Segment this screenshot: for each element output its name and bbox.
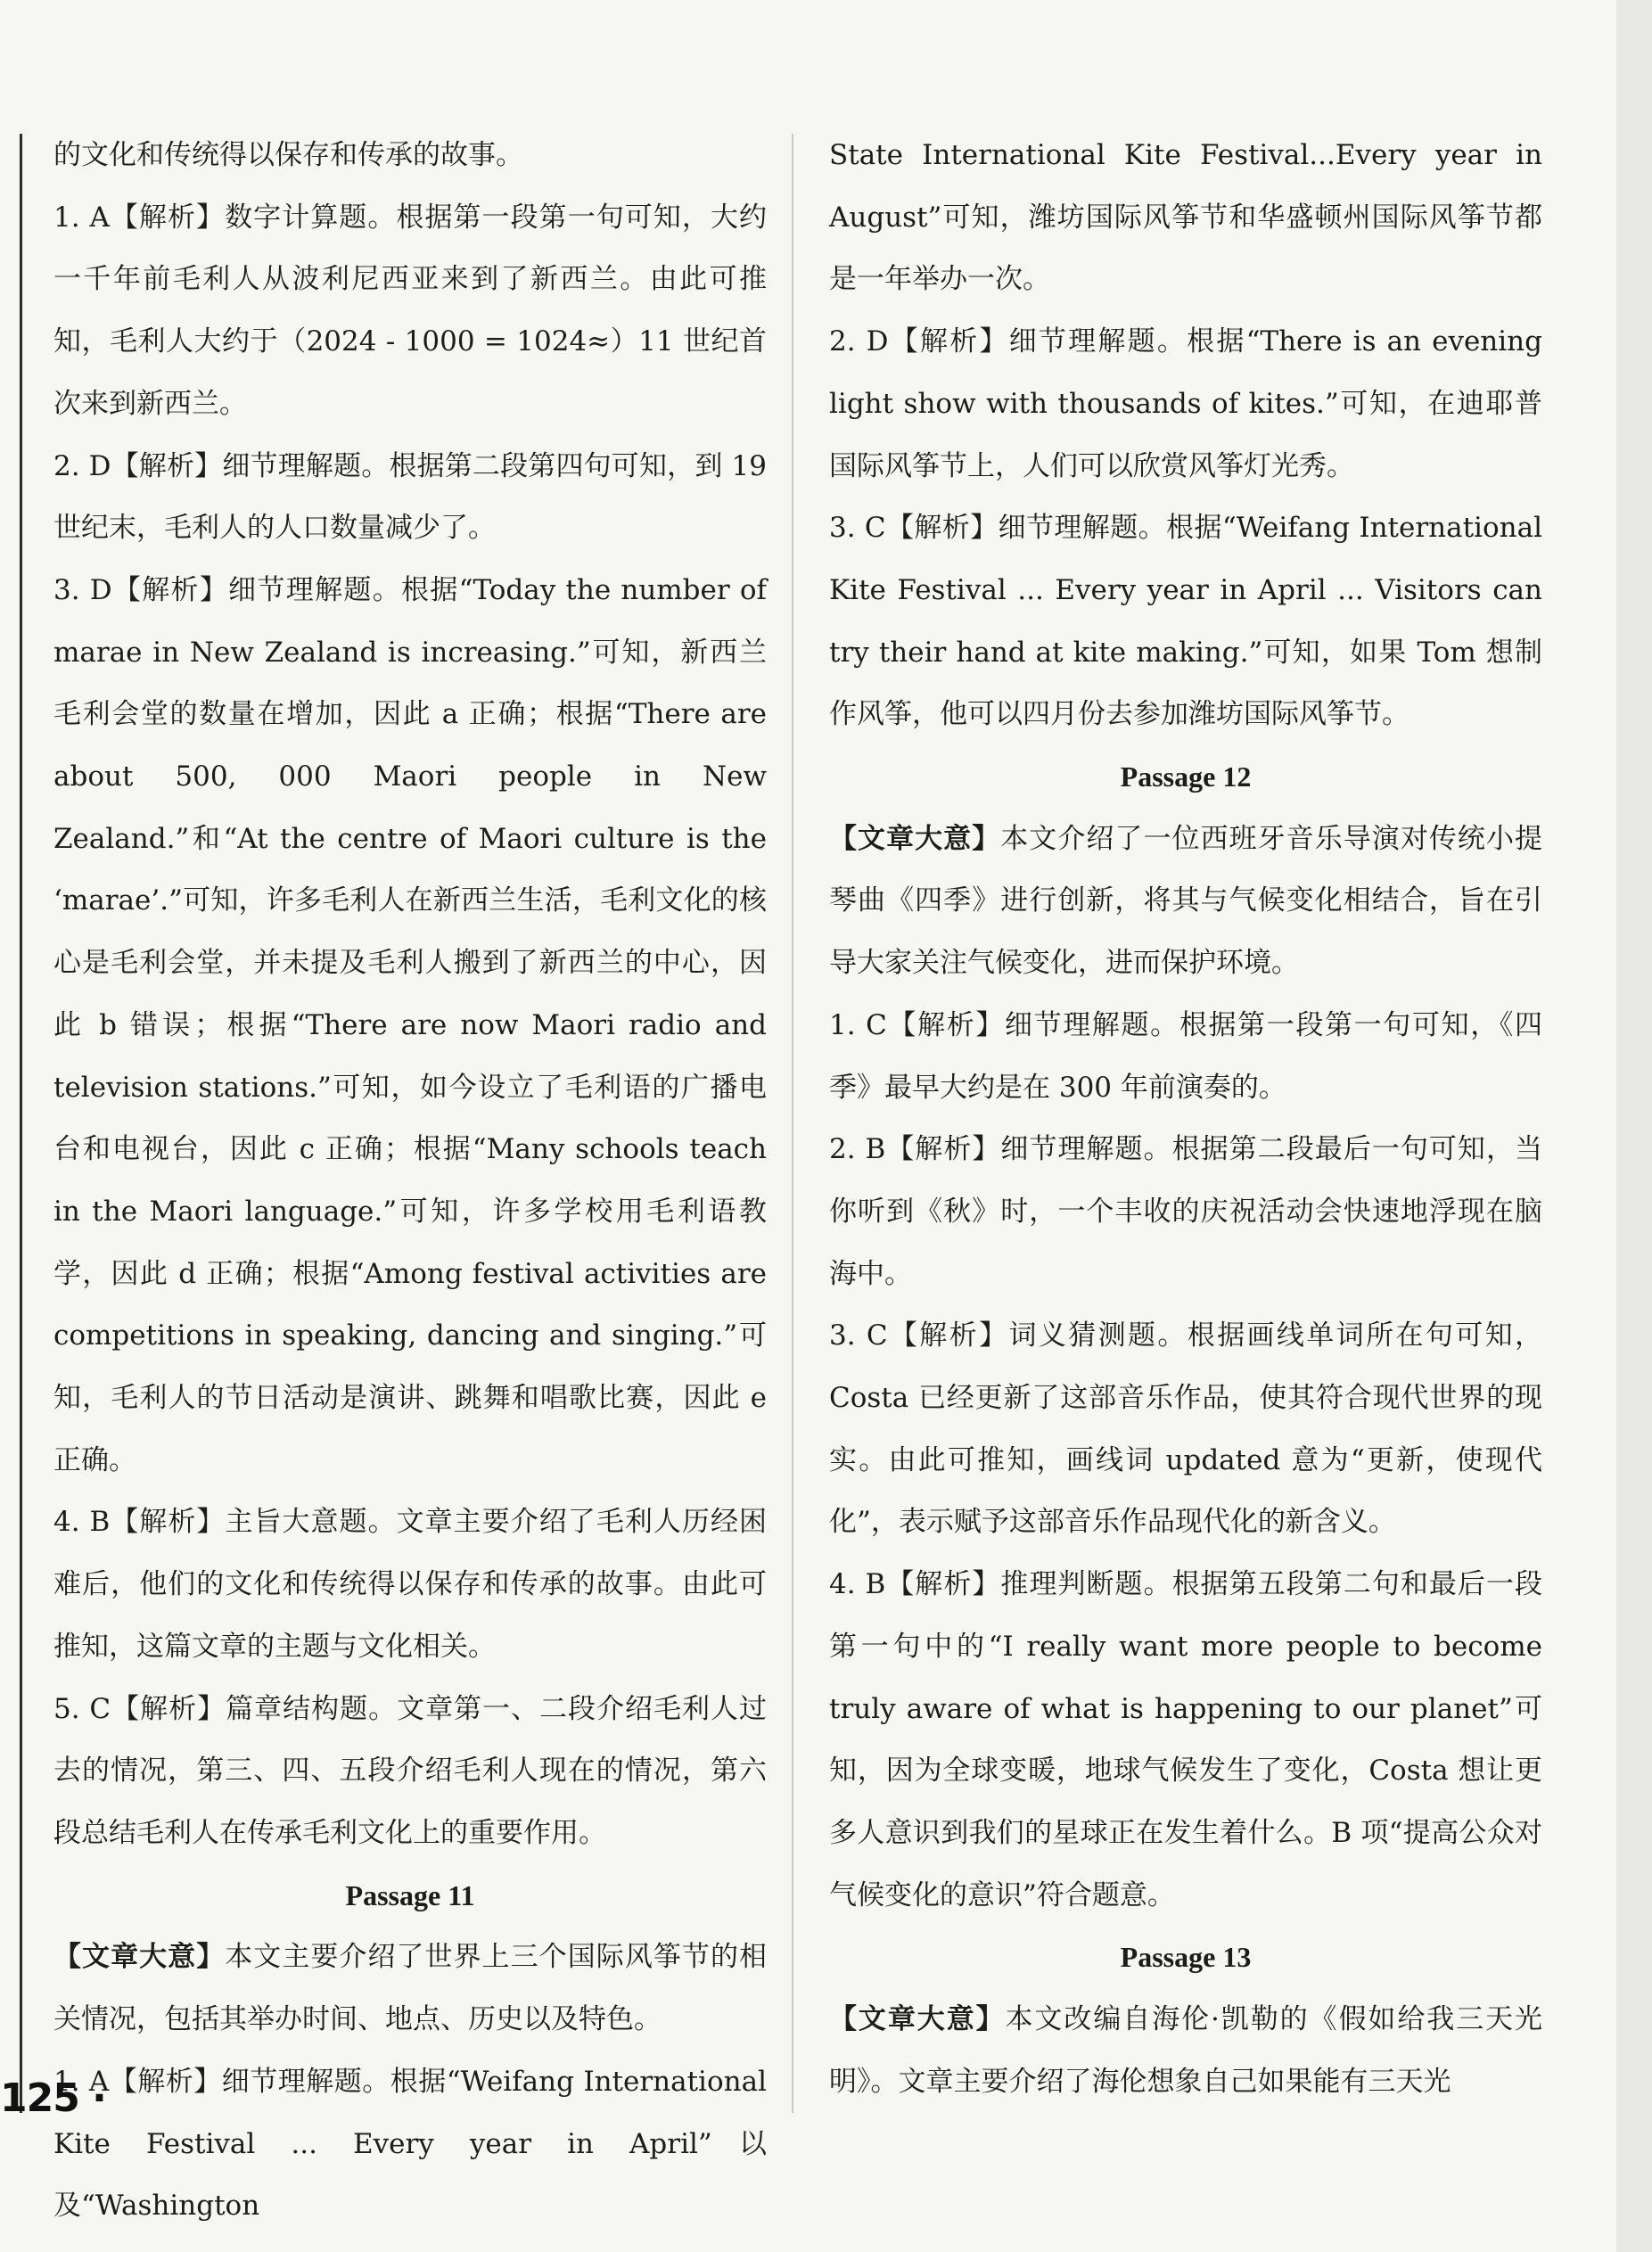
summary-tag: 【文章大意】 [53,1941,226,1974]
answer-paragraph: 4. B【解析】主旨大意题。文章主要介绍了毛利人历经困难后，他们的文化和传统得以保存和传承的故事。由此可推知，这篇文章的主题与文化相关。 [53,1506,767,1663]
answer-paragraph: 2. D【解析】细节理解题。根据第二段第四句可知，到 19 世纪末，毛利人的人口数量减少了。 [53,449,767,545]
summary-tag: 【文章大意】 [829,2003,1006,2036]
answer-paragraph: 1. A【解析】数字计算题。根据第一段第一句可知，大约一千年前毛利人从波利尼西亚来到了新西兰。由此可推知，毛利人大约于（2024 - 1000 = 1024≈）11 世纪首次来到新西兰。 [53,201,767,420]
summary-text: 本文主要介绍了世界上三个国际风筝节的相关情况，包括其举办时间、地点、历史以及特色。 [53,1941,767,2036]
passage-11-heading: Passage 11 [345,1878,475,1911]
answer-paragraph: 3. C【解析】词义猜测题。根据画线单词所在句可知，Costa 已经更新了这部音乐作品，使其符合现代世界的现实。由此可推知，画线词 updated 意为“更新，使现代化”，表示赋予这部音乐作品现代化的新含义。 [829,1319,1542,1539]
answer-paragraph: 2. D【解析】细节理解题。根据“There is an evening light show with thousands of kites.”可知，在迪耶普国际风筝节上，人们可以欣赏风筝灯光秀。 [829,325,1542,482]
passage-13-summary [829,1989,1542,2113]
page-number: 125 · [0,2075,106,2121]
answer-paragraph: 2. B【解析】细节理解题。根据第二段最后一句可知，当你听到《秋》时，一个丰收的庆祝活动会快速地浮现在脑海中。 [829,1133,1542,1290]
summary-text: 本文介绍了一位西班牙音乐导演对传统小提琴曲《四季》进行创新，将其与气候变化相结合，旨在引导大家关注气候变化，进而保护环境。 [829,822,1542,980]
answer-paragraph: 5. C【解析】篇章结构题。文章第一、二段介绍毛利人过去的情况，第三、四、五段介绍毛利人现在的情况，第六段总结毛利人在传承毛利文化上的重要作用。 [53,1692,767,1849]
left-margin-rule [20,134,22,2113]
text-paragraph: 的文化和传统得以保存和传承的故事。 [53,139,523,171]
answer-paragraph: 3. C【解析】细节理解题。根据“Weifang International Kite Festival ... Every year in April ... Visitors can try their hand at kite making.”可知，如果 Tom 想制作风筝，他可以四月份去参加潍坊国际风筝节。 [829,512,1542,731]
right-column [829,125,1542,2114]
passage-12-heading: Passage 12 [1120,760,1252,793]
answer-paragraph: 3. D【解析】细节理解题。根据“Today the number of marae in New Zealand is increasing.”可知，新西兰毛利会堂的数量在增加，因此 a 正确；根据“There are about 500, 000 Maori people in New Zealand.”和“At the centre of Maori culture is the ‘marae’.”可知，许多毛利人在新西兰生活，毛利文化的核心是毛利会堂，并未提及毛利人搬到了新西兰的中心，因此 b 错误；根据“There are now Maori radio and television stations.”可知，如今设立了毛利语的广播电台和电视台，因此 c 正确；根据“Many schools teach in the Maori language.”可知，许多学校用毛利语教学，因此 d 正确；根据“Among festival activities are competitions in speaking, dancing and singing.”可知，毛利人的节日活动是演讲、跳舞和唱歌比赛，因此 e 正确。 [53,573,767,1476]
left-column [53,125,767,2238]
answer-paragraph-continued: State International Kite Festival...Every year in August”可知，潍坊国际风筝节和华盛顿州国际风筝节都是一年举办一次。 [829,139,1542,296]
answer-paragraph: 1. A【解析】细节理解题。根据“Weifang International Kite Festival ... Every year in April”以及“Washington [53,2065,767,2223]
answer-paragraph: 1. C【解析】细节理解题。根据第一段第一句可知，《四季》最早大约是在 300 年前演奏的。 [829,1008,1542,1104]
summary-tag: 【文章大意】 [829,822,1001,855]
answer-paragraph: 4. B【解析】推理判断题。根据第五段第二句和最后一段第一句中的“I really want more people to become truly aware of what is happening to our planet”可知，因为全球变暖，地球气候发生了变化，Costa 想让更多人意识到我们的星球正在发生着什么。B 项“提高公众对气候变化的意识”符合题意。 [829,1568,1542,1911]
passage-13-heading: Passage 13 [1120,1941,1252,1974]
column-divider [792,134,793,2113]
summary-text: 本文改编自海伦·凯勒的《假如给我三天光明》。文章主要介绍了海伦想象自己如果能有三天光 [829,2003,1543,2098]
page-edge-shadow [1616,0,1652,2252]
passage-11-summary [53,1927,767,2051]
passage-12-summary [829,809,1542,995]
